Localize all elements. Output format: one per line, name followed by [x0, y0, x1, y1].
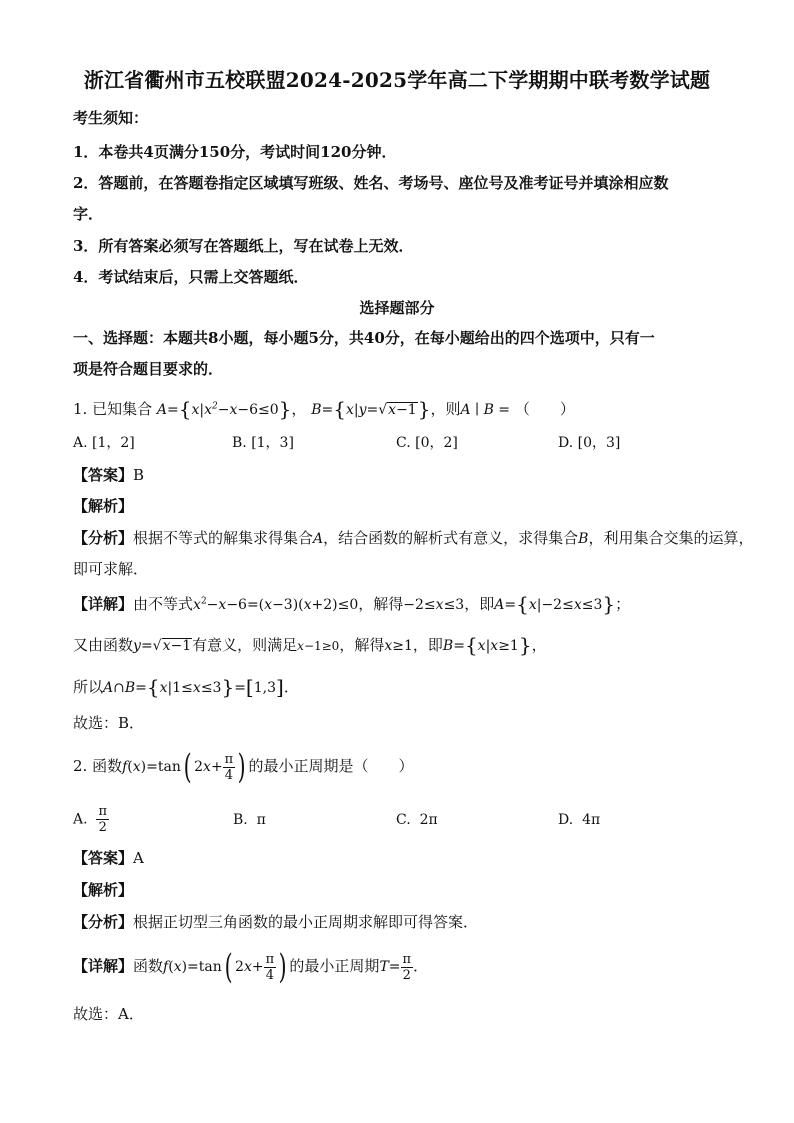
notice-item: 4．考试结束后，只需上交答题纸．	[73, 268, 309, 286]
question-2: 2. 函数f(x)=tan( 2x+ $\frac{\pi}{4}$ ) 的最小正周期是（ ）	[73, 747, 414, 787]
q1-option-a: A. [1，2]	[73, 435, 135, 451]
q1-prefix: 1. 已知集合	[73, 400, 153, 418]
question-1: 1. 已知集合 $A=\{x|x^2-x-6\le 0\}$， B={x|y=√x−1}，则A ∣ B = （ ）	[73, 397, 575, 421]
q1-detail-2: 又由函数y=√x−1有意义，则满足x−1≥0，解得x≥1，即B={x|x≥1}，	[73, 633, 547, 657]
part-instructions: 项是符合题目要求的．	[73, 360, 224, 378]
q1-detail-1: 【详解】由不等式$x^2-x-6=(x-3)(x+2)\le 0$，解得−2≤x≤3，即A={x|−2≤x≤3}；	[73, 592, 631, 616]
q1-option-b: B. [1，3]	[232, 435, 294, 451]
notice-item: 1．本卷共4页满分150分，考试时间120分钟．	[73, 143, 397, 161]
q2-option-b: B. π	[233, 812, 266, 828]
q1-analysis-tag: 【解析】	[73, 497, 134, 515]
set-b-formula: B={x|y=√x−1}	[311, 397, 431, 421]
set-a-formula: $A=\{x|x^2-x-6\le 0\}$	[156, 397, 292, 421]
q1-detail-3: 所以A∩B={x|1≤x≤3}=[1,3]．	[73, 675, 299, 699]
q1-option-c: C. [0，2]	[396, 435, 458, 451]
notice-item: 字．	[73, 205, 104, 223]
q1-fenxi: 【分析】根据不等式的解集求得集合A，结合函数的解析式有意义，求得集合B，利用集合交集的运算，	[73, 529, 754, 547]
notice-item: 2．答题前，在答题卷指定区域填写班级、姓名、考场号、座位号及准考证号并填涂相应数	[73, 174, 669, 192]
q2-fenxi: 【分析】根据正切型三角函数的最小正周期求解即可得答案．	[73, 913, 479, 931]
section-title: 选择题部分	[359, 299, 435, 317]
q1-answer: 【答案】B	[73, 466, 145, 484]
q2-option-c: C. 2π	[396, 812, 438, 828]
q2-option-d: D. 4π	[558, 812, 601, 828]
part-instructions: 一、选择题：本题共8小题，每小题5分，共40分，在每小题给出的四个选项中，只有一	[73, 329, 655, 347]
q2-analysis-tag: 【解析】	[73, 881, 134, 899]
notice-heading: 考生须知：	[73, 109, 149, 127]
q2-detail: 【详解】函数f(x)=tan( 2x+ $\frac{\pi}{4}$ ) 的最小正周期T= $\frac{\pi}{2}$ ．	[73, 947, 429, 987]
q2-option-a: A. $\frac{\pi}{2}$	[73, 804, 108, 835]
notice-item: 3．所有答案必须写在答题纸上，写在试卷上无效．	[73, 237, 414, 255]
q1-option-d: D. [0，3]	[558, 435, 621, 451]
q2-answer: 【答案】A	[73, 849, 144, 867]
page-title: 浙江省衢州市五校联盟2024-2025学年高二下学期期中联考数学试题	[83, 68, 711, 92]
q1-choose: 故选：B．	[73, 714, 145, 732]
q1-fenxi-cont: 即可求解．	[73, 560, 149, 578]
q2-choose: 故选：A．	[73, 1005, 144, 1023]
intersection-expr: A ∣ B =	[460, 402, 511, 418]
